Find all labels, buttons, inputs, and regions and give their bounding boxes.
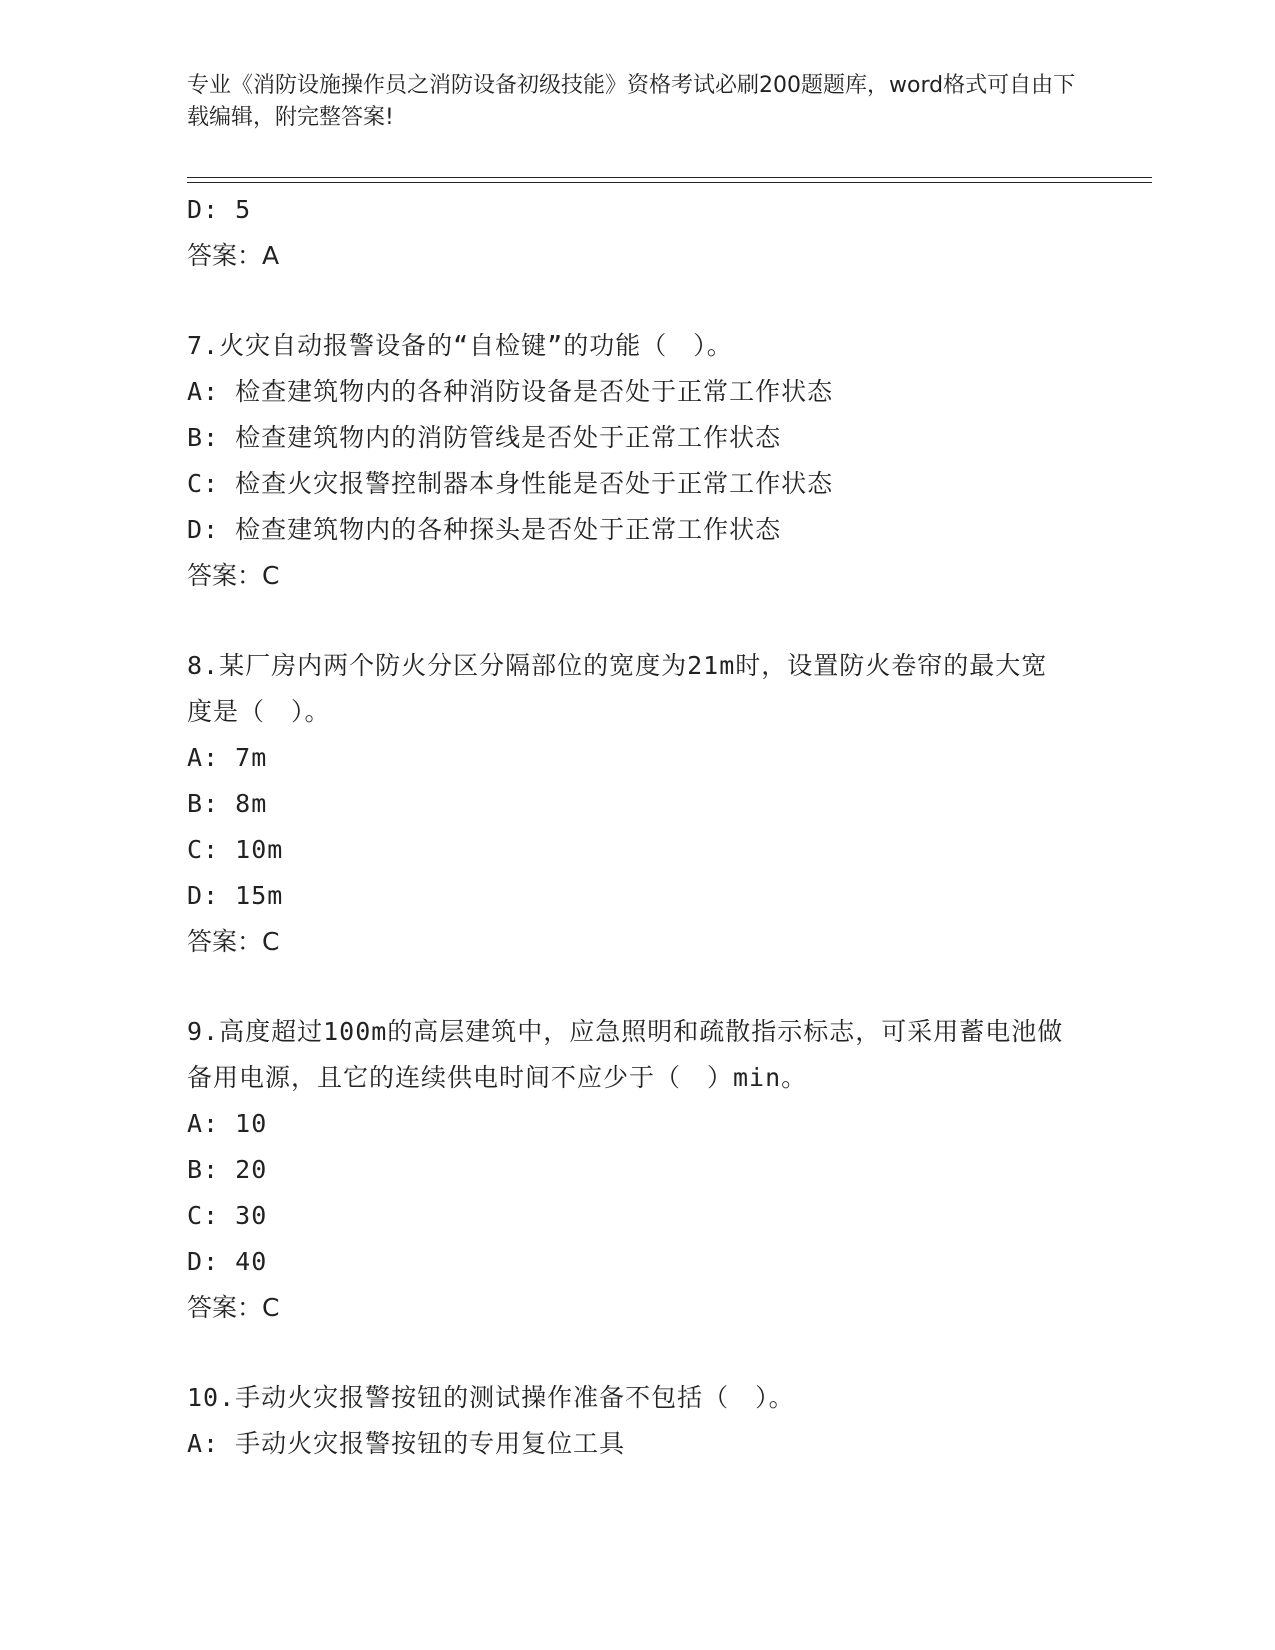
answer-continued: 答案：A	[187, 241, 280, 270]
option-a: A: 检查建筑物内的各种消防设备是否处于正常工作状态	[187, 377, 834, 406]
option-c: C: 10m	[187, 835, 284, 864]
question-8	[187, 643, 1087, 965]
answer: 答案：C	[187, 1293, 280, 1322]
answer: 答案：C	[187, 561, 280, 590]
question-list	[187, 187, 1087, 1467]
question-10	[187, 1375, 1087, 1467]
header-divider-bottom	[187, 182, 1152, 183]
spacer	[187, 279, 1087, 323]
question-7	[187, 323, 1087, 599]
page-header	[187, 70, 1087, 134]
option-c: C: 30	[187, 1201, 268, 1230]
option-a: A: 手动火灾报警按钮的专用复位工具	[187, 1429, 626, 1458]
answer: 答案：C	[187, 927, 280, 956]
question-9	[187, 1009, 1087, 1331]
option-a: A: 10	[187, 1109, 268, 1138]
spacer	[187, 965, 1087, 1009]
option-b: B: 检查建筑物内的消防管线是否处于正常工作状态	[187, 423, 782, 452]
option-d: D: 检查建筑物内的各种探头是否处于正常工作状态	[187, 515, 782, 544]
option-d: D: 15m	[187, 881, 284, 910]
document-title: 专业《消防设施操作员之消防设备初级技能》资格考试必刷200题题库，word格式可自由下载编辑，附完整答案!	[187, 73, 1076, 130]
header-divider-top	[187, 177, 1152, 178]
option-a: A: 7m	[187, 743, 268, 772]
option-d-continued: D: 5	[187, 195, 252, 224]
spacer	[187, 1331, 1087, 1375]
question-stem: 8.某厂房内两个防火分区分隔部位的宽度为21m时，设置防火卷帘的最大宽度是（ ）。	[187, 651, 1048, 726]
question-stem: 7.火灾自动报警设备的“自检键”的功能（ ）。	[187, 331, 733, 360]
option-b: B: 20	[187, 1155, 268, 1184]
spacer	[187, 599, 1087, 643]
option-c: C: 检查火灾报警控制器本身性能是否处于正常工作状态	[187, 469, 834, 498]
option-d: D: 40	[187, 1247, 268, 1276]
question-stem: 9.高度超过100m的高层建筑中，应急照明和疏散指示标志，可采用蓄电池做备用电源，且它的连续供电时间不应少于（ ）min。	[187, 1017, 1064, 1092]
question-stem: 10.手动火灾报警按钮的测试操作准备不包括（ ）。	[187, 1383, 795, 1412]
option-b: B: 8m	[187, 789, 268, 818]
